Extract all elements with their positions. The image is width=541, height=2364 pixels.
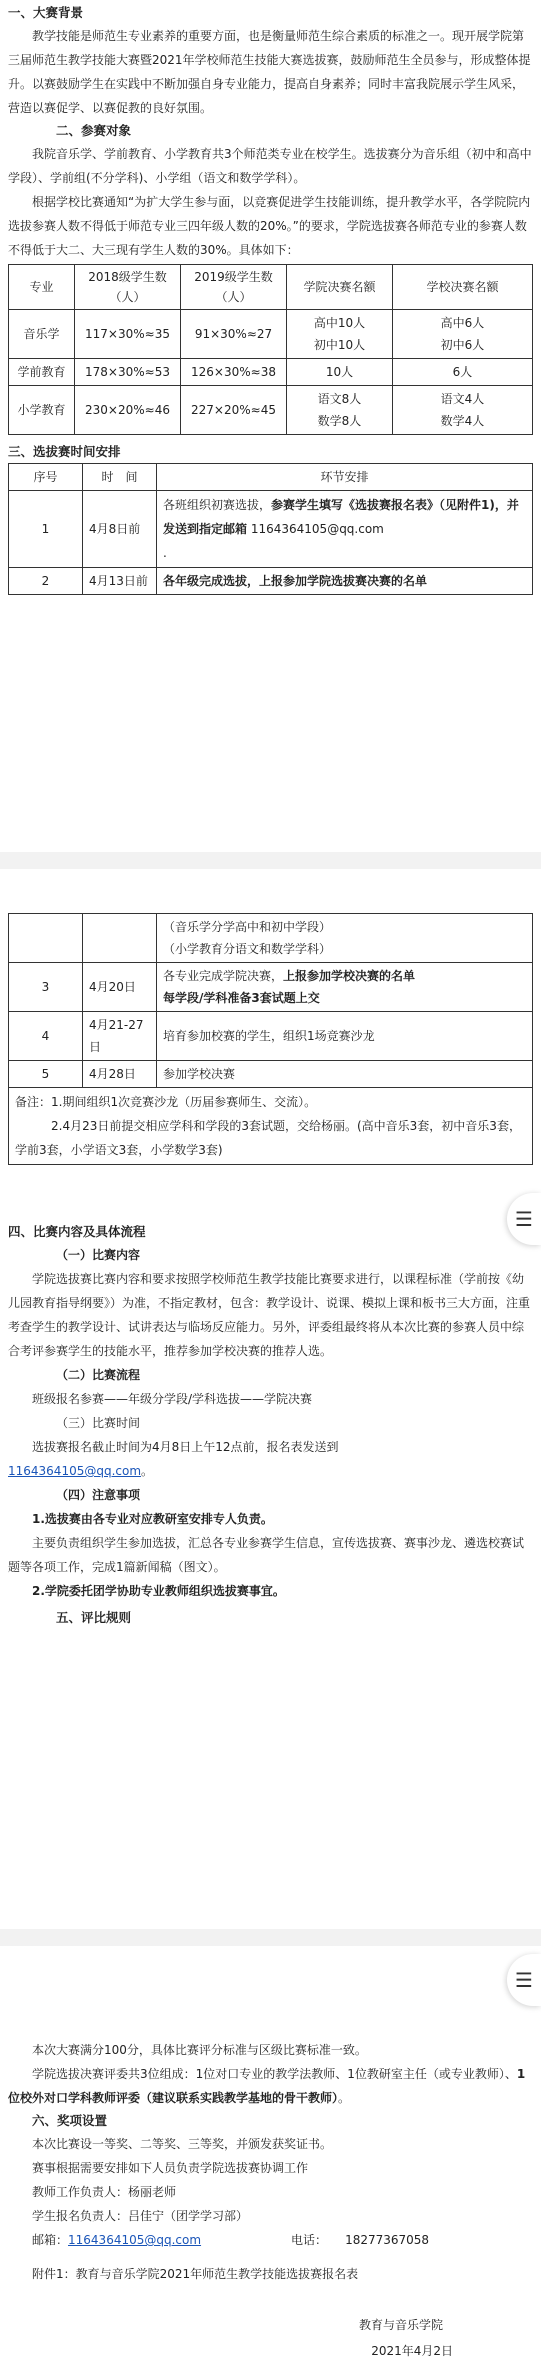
section-4-1-title: （一）比赛内容 [56, 1248, 141, 1262]
table-cell: 4月13日前 [83, 568, 157, 595]
table-cell [157, 914, 533, 963]
table-cell: 4 [9, 1012, 83, 1061]
phone-label: 电话： [291, 2233, 328, 2247]
hamburger-menu-icon: ☰ [515, 1968, 533, 1992]
section-1-title: 一、大赛背景 [8, 5, 84, 20]
cell-line: （音乐学分学高中和初中学段） [163, 920, 332, 934]
cell-line: （小学教育分语文和数学学科） [163, 942, 332, 956]
table-cell [157, 491, 533, 568]
section-2-title: 二、参赛对象 [56, 123, 132, 138]
note-line: 备注：1.期间组织1次竞赛沙龙（历届参赛师生、交流）。 [15, 1095, 317, 1109]
table-cell: 3 [9, 963, 83, 1012]
table-cell [157, 963, 533, 1012]
contact-line [8, 2228, 533, 2252]
cell-bold-text: 各年级完成选拔，上报参加学院选拔赛决赛的名单 [163, 574, 428, 588]
teacher-contact: 教师工作负责人：杨丽老师 [32, 2185, 177, 2199]
table-cell [287, 310, 393, 359]
page-gap [0, 852, 541, 869]
table-row [9, 359, 533, 386]
document-page-1 [0, 0, 541, 852]
section-4-2-title: （二）比赛流程 [56, 1368, 141, 1382]
notice-item-detail: 主要负责组织学生参加选拔，汇总各专业参赛学生信息，宣传选拔赛、赛事沙龙、遴选校赛试题等各项工作，完成1篇新闻稿（图文）。 [8, 1536, 525, 1574]
table-cell [83, 914, 157, 963]
cell-line: 语文4人 [440, 392, 485, 406]
table-cell [157, 568, 533, 595]
table-row [9, 491, 533, 568]
section-4-1-paragraph: 学院选拔赛比赛内容和要求按照学校师范生教学技能比赛要求进行，以课程标准（学前按《幼儿园教育指导纲要》）为准，不指定教材，包含：教学设计、说课、模拟上课和板书三大方面，注重考查学生的教学设计、试讲表达与临场反应能力。另外，评委组最终将从本次比赛的参赛人员中综合考评参赛学生的技能水平，推荐参加学校决赛的推荐人选。 [8, 1272, 531, 1358]
section-5-paragraph-2 [8, 2062, 533, 2110]
deadline-text: 选拔赛报名截止时间为4月8日上午12点前，报名表发送到 [32, 1440, 339, 1454]
table-header-row [9, 464, 533, 491]
cell-line: 数学8人 [317, 414, 362, 428]
judges-text: 学院选拔决赛评委共3位组成：1位对口专业的教学法教师、1位教研室主任（或专业教师）、 [32, 2067, 517, 2081]
cell-bold-text: 参赛学生填写《选拔赛报名表》（见附件1)，并发送到指定邮箱 [163, 498, 519, 536]
cell-line: 语文8人 [317, 392, 362, 406]
table-cell: 学前教育 [9, 359, 75, 386]
section-4-3-paragraph [8, 1435, 533, 1483]
cell-text: . [163, 546, 167, 560]
email-link[interactable]: 1164364105@qq.com [68, 2233, 202, 2247]
table-note-cell [9, 1088, 533, 1165]
table-header-cell: 学院决赛名额 [287, 265, 393, 310]
table-header-cell: 学校决赛名额 [393, 265, 533, 310]
notice-item-2: 2.学院委托团学协助专业教师组织选拔赛事宜。 [32, 1584, 285, 1598]
cell-line: 高中6人 [440, 316, 485, 330]
table-header-cell: 2018级学生数（人） [75, 265, 181, 310]
table-cell: 117×30%≈35 [75, 310, 181, 359]
table-note-row [9, 1088, 533, 1165]
section-4-2-paragraph: 班级报名参赛——年级分学段/学科选拔——学院决赛 [32, 1392, 313, 1406]
table-cell: 培育参加校赛的学生，组织1场竞赛沙龙 [157, 1012, 533, 1061]
table-cell: 178×30%≈53 [75, 359, 181, 386]
section-4-4-title: （四）注意事项 [56, 1488, 141, 1502]
schedule-table-continued [8, 913, 533, 1165]
student-contact: 学生报名负责人：吕佳宁（团学学习部） [32, 2209, 249, 2223]
notice-item-1: 1.选拔赛由各专业对应教研室安排专人负责。 [32, 1512, 273, 1526]
attachment-line: 附件1：教育与音乐学院2021年师范生教学技能选拔赛报名表 [32, 2267, 359, 2281]
table-header-cell: 时 间 [83, 464, 157, 491]
table-row [9, 914, 533, 963]
table-header-cell: 专业 [9, 265, 75, 310]
table-cell: 4月28日 [83, 1061, 157, 1088]
punctuation: 。 [338, 2091, 351, 2105]
page-gap [0, 1929, 541, 1946]
punctuation: 。 [141, 1464, 154, 1478]
signature-date: 2021年4月2日 [371, 2344, 453, 2358]
table-cell: 音乐学 [9, 310, 75, 359]
table-row [9, 310, 533, 359]
section-3-title: 三、选拔赛时间安排 [8, 444, 121, 459]
cell-bold-text: 每学段/学科准备3套试题上交 [163, 991, 320, 1005]
section-6-title: 六、奖项设置 [32, 2113, 108, 2128]
cell-line: 高中10人 [313, 316, 366, 330]
quota-table [8, 264, 533, 435]
phone-number: 18277367058 [345, 2233, 430, 2247]
schedule-table [8, 463, 533, 595]
table-cell: 5 [9, 1061, 83, 1088]
table-row [9, 568, 533, 595]
cell-text: 各班组织初赛选拔， [163, 498, 272, 512]
table-cell: 4月21-27日 [83, 1012, 157, 1061]
section-6-paragraph-1: 本次比赛设一等奖、二等奖、三等奖，并颁发获奖证书。 [32, 2137, 333, 2151]
cell-text: 各专业完成学院决赛， [163, 969, 284, 983]
section-4-3-title: （三）比赛时间 [56, 1416, 141, 1430]
table-cell: 1 [9, 491, 83, 568]
section-2-paragraph-2: 根据学校比赛通知“为扩大学生参与面，以竞赛促进学生技能训练，提升教学水平，各学院院内选拔参赛人数不得低于师范专业三四年级人数的20%。”的要求，学院选拔赛各师范专业的参赛人数不得低于大二、大三现有学生人数的30%。具体如下： [8, 195, 531, 257]
section-5-paragraph-1: 本次大赛满分100分，具体比赛评分标准与区级比赛标准一致。 [32, 2043, 367, 2057]
section-4-title: 四、比赛内容及具体流程 [8, 1224, 146, 1239]
table-cell [393, 386, 533, 435]
table-cell: 126×30%≈38 [181, 359, 287, 386]
cell-line: 初中10人 [313, 338, 366, 352]
table-cell: 小学教育 [9, 386, 75, 435]
table-cell [9, 914, 83, 963]
table-header-cell: 序号 [9, 464, 83, 491]
section-5-title: 五、评比规则 [56, 1610, 132, 1625]
section-6-paragraph-2: 赛事根据需要安排如下人员负责学院选拔赛协调工作 [32, 2161, 309, 2175]
section-2-paragraph-1: 我院音乐学、学前教育、小学教育共3个师范类专业在校学生。选拔赛分为音乐组（初中和高中学段）、学前组(不分学科)、小学组（语文和数学学科）。 [8, 147, 532, 185]
table-cell: 2 [9, 568, 83, 595]
table-cell: 4月8日前 [83, 491, 157, 568]
table-cell: 230×20%≈46 [75, 386, 181, 435]
table-cell: 227×20%≈45 [181, 386, 287, 435]
table-row [9, 963, 533, 1012]
document-page-3 [0, 1946, 541, 2358]
signature-org: 教育与音乐学院 [358, 2318, 443, 2332]
table-cell: 参加学校决赛 [157, 1061, 533, 1088]
table-cell: 10人 [287, 359, 393, 386]
email-label: 邮箱： [32, 2233, 69, 2247]
table-header-row [9, 265, 533, 310]
table-cell: 91×30%≈27 [181, 310, 287, 359]
note-line: 2.4月23日前提交相应学科和学段的3套试题，交给杨丽。(高中音乐3套，初中音乐3套，学前3套，小学语文3套，小学数学3套) [15, 1119, 521, 1157]
table-cell: 6人 [393, 359, 533, 386]
hamburger-menu-icon: ☰ [515, 1207, 533, 1231]
cell-line: 初中6人 [440, 338, 485, 352]
cell-line: 数学4人 [440, 414, 485, 428]
table-cell [287, 386, 393, 435]
table-header-cell: 环节安排 [157, 464, 533, 491]
section-1-paragraph: 教学技能是师范生专业素养的重要方面，也是衡量师范生综合素质的标准之一。现开展学院第三届师范生教学技能大赛暨2021年学校师范生技能大赛选拔赛，鼓励师范生全员参与，形成整体提升。以赛鼓励学生在实践中不断加强自身专业能力，提高自身素养；同时丰富我院展示学生风采，营造以赛促学、以赛促教的良好氛围。 [8, 29, 531, 115]
email-link[interactable]: 1164364105@qq.com [8, 1464, 142, 1478]
table-cell: 4月20日 [83, 963, 157, 1012]
table-row [9, 386, 533, 435]
table-header-cell: 2019级学生数（人） [181, 265, 287, 310]
judges-bold-text: 1位校外对口学科教师评委（建议联系实践教学基地的骨干教师） [8, 2067, 526, 2105]
table-row [9, 1061, 533, 1088]
table-row [9, 1012, 533, 1061]
cell-bold-text: 上报参加学校决赛的名单 [283, 969, 416, 983]
email-text: 1164364105@qq.com [250, 522, 384, 536]
table-cell [393, 310, 533, 359]
document-page-2 [0, 869, 541, 1929]
